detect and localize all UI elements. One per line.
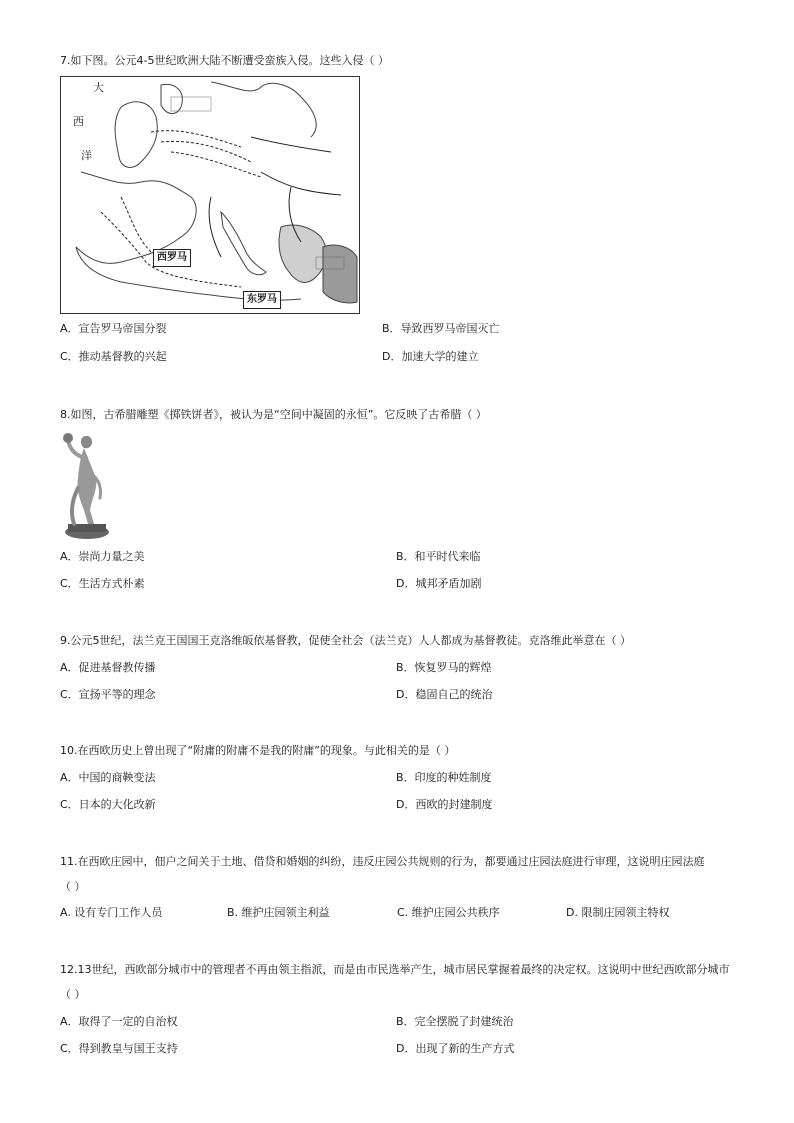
q12-option-b[interactable]: B．完全摆脱了封建统治 bbox=[396, 1015, 514, 1028]
q8-option-b[interactable]: B．和平时代来临 bbox=[396, 550, 481, 563]
q9-option-b[interactable]: B．恢复罗马的辉煌 bbox=[396, 661, 492, 674]
q9-option-d[interactable]: D．稳固自己的统治 bbox=[396, 688, 493, 701]
discobolus-statue-image bbox=[62, 428, 112, 540]
q9-option-c[interactable]: C．宣扬平等的理念 bbox=[60, 688, 156, 701]
q10-option-b[interactable]: B．印度的种姓制度 bbox=[396, 771, 492, 784]
q7-option-b[interactable]: B．导致西罗马帝国灭亡 bbox=[382, 322, 500, 335]
q12-stem-line1: 12.13世纪，西欧部分城市中的管理者不再由领主指派，而是由市民选举产生，城市居民掌握着最终的决定权。这说明中世纪西欧部分城市 bbox=[60, 963, 730, 976]
map-label-east-rome: 东罗马 bbox=[243, 291, 281, 309]
q11-option-c[interactable]: C. 维护庄园公共秩序 bbox=[397, 906, 500, 919]
q11-option-b[interactable]: B. 维护庄园领主利益 bbox=[227, 906, 330, 919]
q12-option-d[interactable]: D．出现了新的生产方式 bbox=[396, 1042, 515, 1055]
map-label-ocean-1: 大 bbox=[93, 81, 104, 94]
q9-option-a[interactable]: A．促进基督教传播 bbox=[60, 661, 156, 674]
map-label-ocean-2: 西 bbox=[73, 115, 84, 128]
map-graphic bbox=[61, 77, 359, 313]
map-label-ocean-3: 洋 bbox=[81, 149, 92, 162]
q12-stem-line2: （ ） bbox=[60, 988, 86, 1001]
q7-option-a[interactable]: A．宣告罗马帝国分裂 bbox=[60, 322, 167, 335]
q10-stem: 10.在西欧历史上曾出现了“附庸的附庸不是我的附庸”的现象。与此相关的是（ ） bbox=[60, 744, 456, 757]
q11-option-a[interactable]: A. 设有专门工作人员 bbox=[60, 906, 163, 919]
q12-option-a[interactable]: A．取得了一定的自治权 bbox=[60, 1015, 178, 1028]
q8-option-a[interactable]: A．崇尚力量之美 bbox=[60, 550, 145, 563]
q10-option-d[interactable]: D．西欧的封建制度 bbox=[396, 798, 493, 811]
q7-option-c[interactable]: C．推动基督教的兴起 bbox=[60, 350, 167, 363]
q12-option-c[interactable]: C．得到教皇与国王支持 bbox=[60, 1042, 178, 1055]
q10-option-c[interactable]: C．日本的大化改新 bbox=[60, 798, 156, 811]
q7-option-d[interactable]: D．加速大学的建立 bbox=[382, 350, 479, 363]
q11-option-d[interactable]: D. 限制庄园领主特权 bbox=[566, 906, 670, 919]
q8-stem: 8.如图，古希腊雕塑《掷铁饼者》，被认为是“空间中凝固的永恒”。它反映了古希腊（ ） bbox=[60, 408, 487, 421]
q10-option-a[interactable]: A．中国的商鞅变法 bbox=[60, 771, 156, 784]
barbarian-invasion-map bbox=[60, 76, 360, 314]
map-label-west-rome: 西罗马 bbox=[153, 249, 191, 267]
q8-option-c[interactable]: C．生活方式朴素 bbox=[60, 577, 145, 590]
q9-stem: 9.公元5世纪，法兰克王国国王克洛维皈依基督教，促使全社会（法兰克）人人都成为基督教徒。克洛维此举意在（ ） bbox=[60, 634, 631, 647]
q8-option-d[interactable]: D．城邦矛盾加剧 bbox=[396, 577, 482, 590]
q7-stem: 7.如下图。公元4-5世纪欧洲大陆不断遭受蛮族入侵。这些入侵（ ） bbox=[60, 54, 389, 67]
q11-stem-line2: （ ） bbox=[60, 880, 86, 893]
q11-stem-line1: 11.在西欧庄园中，佃户之间关于土地、借贷和婚姻的纠纷，违反庄园公共规则的行为，都要通过庄园法庭进行审理，这说明庄园法庭 bbox=[60, 855, 705, 868]
